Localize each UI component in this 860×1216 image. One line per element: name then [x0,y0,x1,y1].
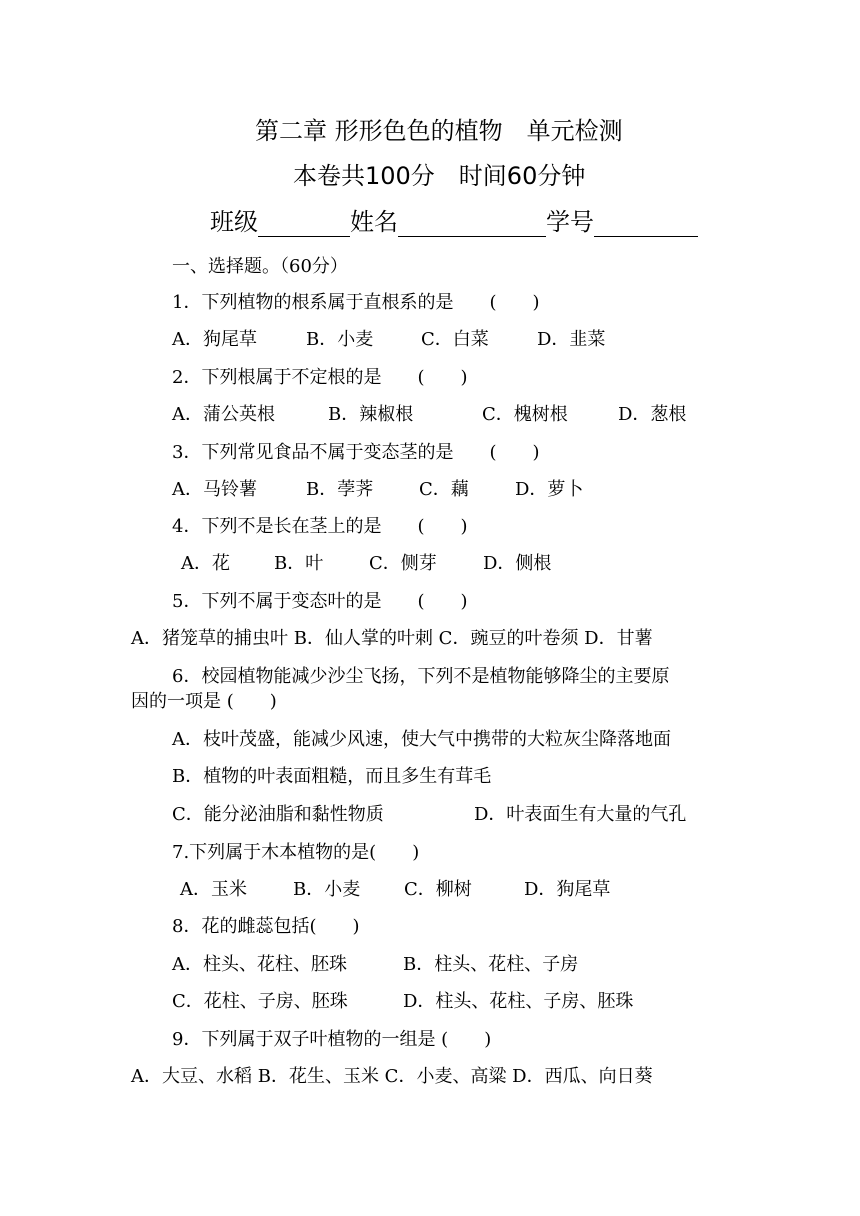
option[interactable]: C．槐树根 [482,404,568,425]
question-stem: 3．下列常见食品不属于变态茎的是 ( ) [172,442,540,463]
option[interactable]: B．小麦 [306,329,374,350]
option[interactable]: B．辣椒根 [328,404,414,425]
option[interactable]: C．柳树 [404,879,472,900]
options-row [172,478,583,502]
option[interactable]: C．藕 [419,479,469,500]
options-row [172,328,605,352]
exam-subtitle: 本卷共100分 时间60分钟 [293,162,586,190]
question-stem: 1．下列植物的根系属于直根系的是 ( ) [172,292,540,313]
options-row[interactable]: A．大豆、水稻 B．花生、玉米 C．小麦、高粱 D．西瓜、向日葵 [131,1066,653,1087]
options-row [172,403,686,427]
id-field[interactable] [594,212,698,237]
option[interactable]: D．萝卜 [515,479,584,500]
options-row [180,878,610,902]
page-title: 第二章 形形色色的植物 单元检测 [255,117,623,145]
option[interactable]: B．植物的叶表面粗糙，而且多生有茸毛 [172,766,492,787]
option[interactable]: C．白菜 [421,329,489,350]
question-stem: 4．下列不是长在茎上的是 ( ) [172,516,468,537]
id-label: 学号 [546,208,594,236]
option[interactable]: D．狗尾草 [524,879,611,900]
question-stem: 6．校园植物能减少沙尘飞扬，下列不是植物能够降尘的主要原 [172,666,670,687]
option[interactable]: B．柱头、花柱、子房 [403,954,579,975]
option[interactable]: A．狗尾草 [172,329,257,350]
option[interactable]: A．玉米 [180,879,247,900]
question-stem: 8．花的雌蕊包括( ) [172,916,360,937]
option[interactable]: B．荸荠 [306,479,374,500]
options-row[interactable]: A．猪笼草的捕虫叶 B．仙人掌的叶刺 C．豌豆的叶卷须 D．甘薯 [131,628,653,649]
question-stem: 2．下列根属于不定根的是 ( ) [172,367,468,388]
option[interactable]: D．韭菜 [537,329,606,350]
option[interactable]: C．侧芽 [369,553,437,574]
student-info-line [210,207,698,237]
question-stem-continued: 因的一项是 ( ) [131,691,277,712]
option[interactable]: D．叶表面生有大量的气孔 [474,804,687,825]
question-stem: 5．下列不属于变态叶的是 ( ) [172,591,468,612]
options-row [172,990,633,1014]
class-field[interactable] [258,212,350,237]
option[interactable]: C．花柱、子房、胚珠 [172,991,348,1012]
option[interactable]: B．小麦 [293,879,361,900]
option[interactable]: B．叶 [274,553,324,574]
option[interactable]: A．枝叶茂盛，能减少风速，使大气中携带的大粒灰尘降落地面 [172,729,671,750]
name-label: 姓名 [350,208,398,236]
question-stem: 9．下列属于双子叶植物的一组是 ( ) [172,1029,492,1050]
option[interactable]: D．侧根 [483,553,552,574]
options-row [181,552,551,576]
option[interactable]: D．柱头、花柱、子房、胚珠 [403,991,634,1012]
option[interactable]: A．柱头、花柱、胚珠 [172,954,347,975]
section-heading: 一、选择题。（60分） [172,256,348,277]
name-field[interactable] [398,212,546,237]
options-row [172,803,686,827]
question-stem: 7.下列属于木本植物的是( ) [172,842,420,863]
option[interactable]: A．马铃薯 [172,479,257,500]
option[interactable]: A．蒲公英根 [172,404,275,425]
option[interactable]: C．能分泌油脂和黏性物质 [172,804,384,825]
class-label: 班级 [210,208,258,236]
options-row [172,953,578,977]
option[interactable]: A．花 [181,553,230,574]
option[interactable]: D．葱根 [618,404,687,425]
